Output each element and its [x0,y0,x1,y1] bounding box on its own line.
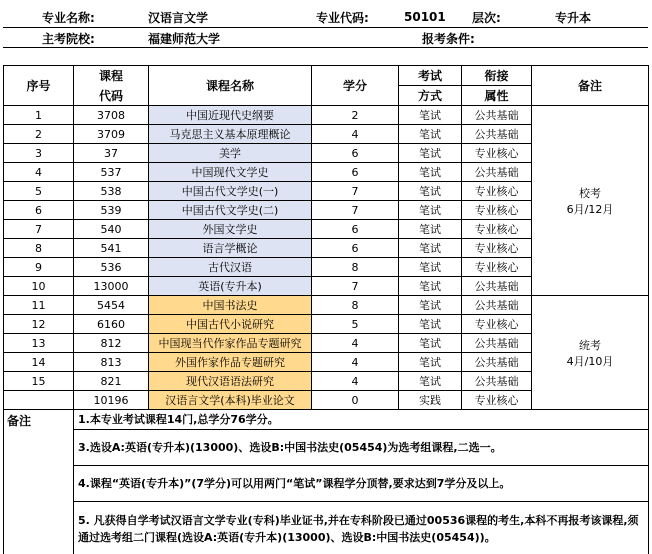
cell-code: 540 [74,220,149,239]
cell-name: 英语(专升本) [149,277,312,296]
cell-credit: 6 [312,220,399,239]
cell-attr: 专业核心 [462,258,532,277]
cell-code: 5454 [74,296,149,315]
cell-attr: 公共基础 [462,163,532,182]
cell-attr: 专业核心 [462,220,532,239]
cell-credit: 8 [312,296,399,315]
header-exam-1: 考试 [399,66,462,86]
cell-exam: 笔试 [399,106,462,125]
cell-credit: 2 [312,106,399,125]
cell-name: 语言学概论 [149,239,312,258]
header-credit: 学分 [312,66,399,106]
cell-seq: 14 [4,353,74,372]
major-label: 专业名称: [42,10,95,25]
table-header-row [4,66,649,86]
cell-name: 中国现当代作家作品专题研究 [149,334,312,353]
cell-code: 821 [74,372,149,391]
condition-label: 报考条件: [422,31,475,46]
note-1: 1.本专业考试课程14门,总学分76学分。 [74,410,649,430]
cell-attr: 公共基础 [462,372,532,391]
course-table [3,65,649,554]
cell-seq: 13 [4,334,74,353]
cell-seq: 6 [4,201,74,220]
cell-seq: 7 [4,220,74,239]
cell-attr: 专业核心 [462,391,532,410]
cell-exam: 笔试 [399,277,462,296]
cell-credit: 6 [312,239,399,258]
header-code-2: 代码 [74,86,149,106]
note-row [4,430,649,466]
level-label: 层次: [472,10,501,25]
cell-credit: 7 [312,201,399,220]
remark-school-exam [532,106,649,296]
cell-attr: 公共基础 [462,353,532,372]
cell-attr: 专业核心 [462,239,532,258]
cell-code: 813 [74,353,149,372]
cell-exam: 笔试 [399,258,462,277]
cell-exam: 笔试 [399,201,462,220]
cell-exam: 笔试 [399,220,462,239]
header-code-1: 课程 [74,66,149,86]
cell-attr: 公共基础 [462,277,532,296]
cell-credit: 7 [312,182,399,201]
school-label: 主考院校: [42,31,95,46]
cell-code: 3709 [74,125,149,144]
cell-name: 中国近现代史纲要 [149,106,312,125]
header-divider-2 [3,47,648,48]
cell-code: 13000 [74,277,149,296]
cell-attr: 公共基础 [462,334,532,353]
header-name: 课程名称 [149,66,312,106]
cell-code: 541 [74,239,149,258]
remark-unified-exam-1: 统考 [579,338,601,352]
code-value: 50101 [404,10,446,24]
cell-code: 539 [74,201,149,220]
cell-credit: 4 [312,372,399,391]
cell-code: 537 [74,163,149,182]
cell-seq: 2 [4,125,74,144]
cell-seq: 8 [4,239,74,258]
remark-unified-exam [532,296,649,410]
note-4: 4.课程“英语(专升本)”(7学分)可以用两门“笔试”课程学分顶替,要求达到7学分及以上。 [74,466,649,502]
cell-attr: 公共基础 [462,296,532,315]
cell-seq: 4 [4,163,74,182]
cell-attr: 专业核心 [462,201,532,220]
cell-credit: 5 [312,315,399,334]
header-seq: 序号 [4,66,74,106]
cell-exam: 笔试 [399,353,462,372]
cell-credit: 7 [312,277,399,296]
header-link-1: 衔接 [462,66,532,86]
cell-seq: 3 [4,144,74,163]
cell-exam: 笔试 [399,372,462,391]
major-value: 汉语言文学 [148,10,209,25]
remark-school-exam-1: 校考 [579,186,601,200]
cell-seq: 11 [4,296,74,315]
cell-exam: 实践 [399,391,462,410]
cell-exam: 笔试 [399,182,462,201]
cell-code: 812 [74,334,149,353]
remark-school-exam-2: 6月/12月 [566,202,614,216]
cell-seq: 1 [4,106,74,125]
cell-credit: 6 [312,163,399,182]
table-row [4,106,649,125]
table-row [4,296,649,315]
remark-unified-exam-2: 4月/10月 [566,354,614,368]
cell-name: 中国书法史 [149,296,312,315]
cell-code: 10196 [74,391,149,410]
cell-exam: 笔试 [399,334,462,353]
header-exam-2: 方式 [399,86,462,106]
cell-seq: 10 [4,277,74,296]
cell-name: 中国现代文学史 [149,163,312,182]
cell-attr: 公共基础 [462,125,532,144]
cell-attr: 专业核心 [462,182,532,201]
school-value: 福建师范大学 [148,31,221,46]
note-row [4,502,649,554]
cell-name: 现代汉语语法研究 [149,372,312,391]
cell-credit: 4 [312,125,399,144]
cell-code: 6160 [74,315,149,334]
cell-name: 美学 [149,144,312,163]
cell-exam: 笔试 [399,315,462,334]
cell-attr: 专业核心 [462,315,532,334]
cell-code: 3708 [74,106,149,125]
cell-credit: 0 [312,391,399,410]
cell-code: 538 [74,182,149,201]
cell-credit: 4 [312,353,399,372]
cell-credit: 4 [312,334,399,353]
cell-attr: 公共基础 [462,106,532,125]
cell-code: 37 [74,144,149,163]
cell-exam: 笔试 [399,296,462,315]
cell-attr: 专业核心 [462,144,532,163]
cell-name: 古代汉语 [149,258,312,277]
cell-seq: 15 [4,372,74,391]
level-value: 专升本 [555,10,592,25]
note-3: 3.选设A:英语(专升本)(13000)、选设B:中国书法史(05454)为选考组课程,二选一。 [74,430,649,466]
cell-name: 外国文学史 [149,220,312,239]
cell-seq: 9 [4,258,74,277]
header-remark: 备注 [532,66,649,106]
cell-name: 马克思主义基本原理概论 [149,125,312,144]
cell-exam: 笔试 [399,144,462,163]
cell-seq [4,391,74,410]
code-label: 专业代码: [316,10,369,25]
cell-credit: 8 [312,258,399,277]
cell-name: 中国古代文学史(一) [149,182,312,201]
cell-exam: 笔试 [399,239,462,258]
cell-exam: 笔试 [399,125,462,144]
cell-name: 中国古代文学史(二) [149,201,312,220]
cell-exam: 笔试 [399,163,462,182]
header-link-2: 属性 [462,86,532,106]
cell-seq: 12 [4,315,74,334]
note-row [4,410,649,430]
cell-credit: 6 [312,144,399,163]
cell-name: 中国古代小说研究 [149,315,312,334]
notes-label: 备注 [4,410,74,554]
cell-seq: 5 [4,182,74,201]
note-row [4,466,649,502]
cell-name: 外国作家作品专题研究 [149,353,312,372]
note-5: 5. 凡获得自学考试汉语言文学专业(专科)毕业证书,并在专科阶段已通过00536课程的考生,本科不再报考该课程,须通过选考组二门课程(选设A:英语(专升本)(13000)、选设B:中国书法史(05454))。 [74,502,649,554]
cell-code: 536 [74,258,149,277]
cell-name: 汉语言文学(本科)毕业论文 [149,391,312,410]
